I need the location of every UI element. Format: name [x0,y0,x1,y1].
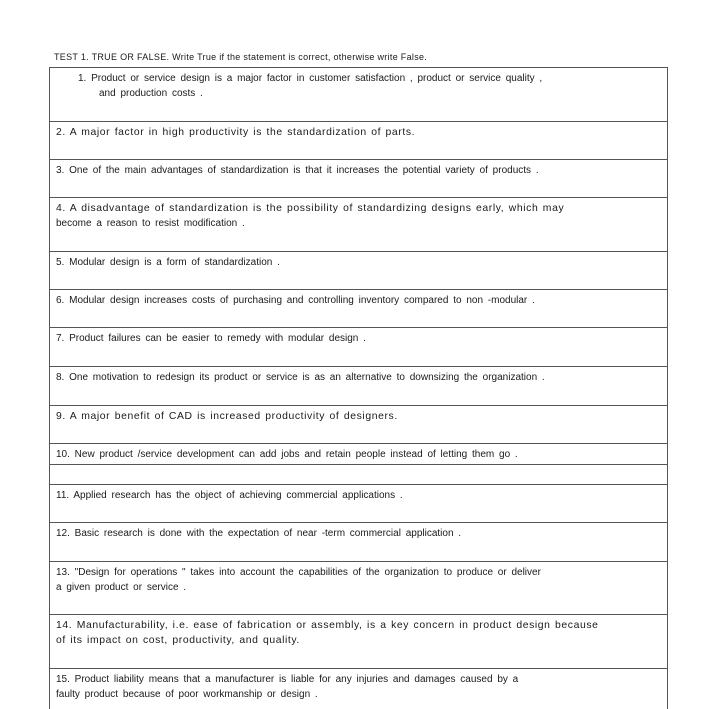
statement-row-13 [50,562,667,615]
statement-row-14 [50,615,667,669]
statement-text: 6. Modular design increases costs of purchasing and controlling inventory compared to non -modular . [56,295,535,306]
statement-row-9 [50,406,667,444]
statement-text-continued: and production costs . [99,88,203,99]
statement-text-continued: a given product or service . [56,582,187,593]
statement-text: 14. Manufacturability, i.e. ease of fabrication or assembly, is a key concern in product design because [56,620,599,631]
statement-row-6 [50,290,667,328]
statement-text-continued: faulty product because of poor workmanship or design . [56,689,318,700]
statement-text-continued: become a reason to resist modification . [56,218,245,229]
statement-row-2 [50,122,667,160]
statement-text-continued: of its impact on cost, productivity, and quality. [56,635,300,646]
statement-row-5 [50,252,667,290]
statement-row-7 [50,328,667,367]
statement-text: 1. Product or service design is a major factor in customer satisfaction , product or service quality , [78,73,543,84]
statement-text: 7. Product failures can be easier to remedy with modular design . [56,333,366,344]
statement-text: 4. A disadvantage of standardization is the possibility of standardizing designs early, which may [56,203,565,214]
statement-text: 10. New product /service development can add jobs and retain people instead of letting them go . [56,449,518,460]
statement-text: 12. Basic research is done with the expectation of near -term commercial application . [56,528,462,539]
statement-text: 5. Modular design is a form of standardization . [56,257,280,268]
statement-text: 9. A major benefit of CAD is increased productivity of designers. [56,411,398,422]
statement-row-4 [50,198,667,252]
statement-row-3 [50,160,667,198]
statement-row-11 [50,485,667,523]
statement-row-1 [50,68,667,122]
statement-text: 8. One motivation to redesign its product or service is as an alternative to downsizing the organization . [56,372,545,383]
statement-text: 11. Applied research has the object of achieving commercial applications . [56,490,403,501]
statement-text: 2. A major factor in high productivity is the standardization of parts. [56,127,416,138]
statement-row-12 [50,523,667,562]
answer-row-10[interactable] [50,465,667,485]
statement-text: 3. One of the main advantages of standardization is that it increases the potential variety of products . [56,165,539,176]
statement-text: 13. "Design for operations " takes into account the capabilities of the organization to produce or deliver [56,567,541,578]
statement-text: 15. Product liability means that a manufacturer is liable for any injuries and damages caused by a [56,674,519,685]
statement-row-8 [50,367,667,406]
statement-row-10 [50,444,667,465]
statement-row-15 [50,669,667,709]
true-false-table [49,67,668,709]
test-instructions: TEST 1. TRUE OR FALSE. Write True if the statement is correct, otherwise write False. [54,52,428,62]
